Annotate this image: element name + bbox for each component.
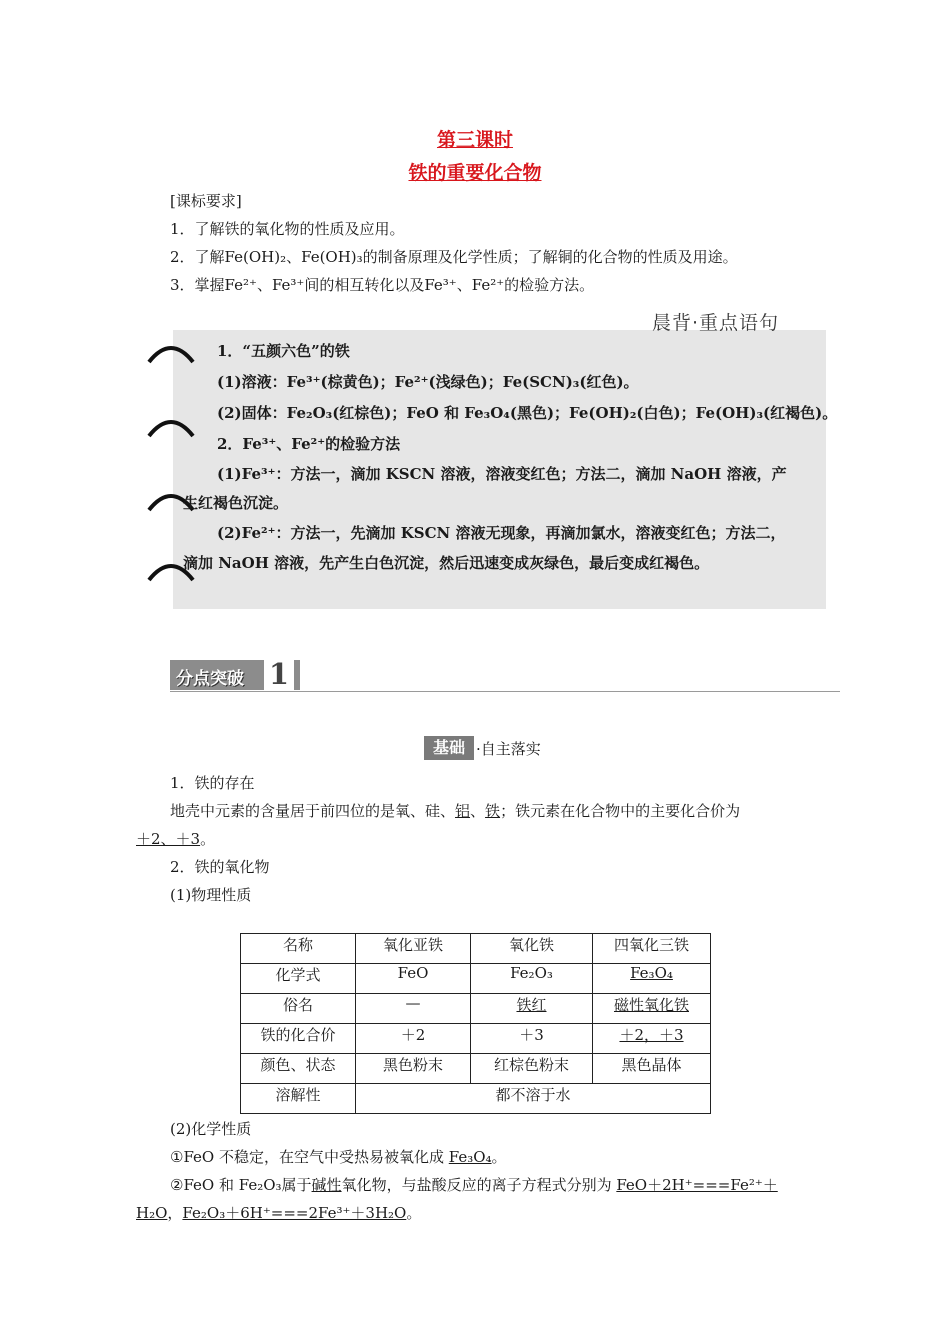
chemical-prop-2-cont: H₂O，Fe₂O₃＋6H⁺===2Fe³⁺＋3H₂O。 (136, 1204, 422, 1222)
summary-line-6: 生红褐色沉淀。 (183, 494, 289, 512)
table-row (241, 1054, 711, 1084)
summary-line-5: (1)Fe³⁺：方法一，滴加 KSCN 溶液，溶液变红色；方法二，滴加 NaOH 溶液，产 (217, 465, 787, 483)
existence-heading: 1．铁的存在 (170, 774, 255, 792)
table-cell: 都不溶于水 (356, 1084, 711, 1114)
table-cell: 溶解性 (241, 1084, 356, 1114)
chemical-prop-2: ②FeO 和 Fe₂O₃属于碱性氧化物，与盐酸反应的离子方程式分别为 FeO＋2H⁺===Fe²⁺＋ (170, 1176, 778, 1194)
table-cell: 磁性氧化铁 (593, 994, 711, 1024)
summary-line-8: 滴加 NaOH 溶液，先产生白色沉淀，然后迅速变成灰绿色，最后变成红褐色。 (183, 554, 710, 572)
summary-heading: 晨背·重点语句 (652, 312, 780, 334)
table-cell: ＋2 (356, 1024, 471, 1054)
requirement-item-2: 2．了解Fe(OH)₂、Fe(OH)₃的制备原理及化学性质；了解铜的化合物的性质及用途。 (170, 248, 738, 266)
requirements-heading: [课标要求] (170, 192, 242, 210)
summary-line-7: (2)Fe²⁺：方法一，先滴加 KSCN 溶液无现象，再滴加氯水，溶液变红色；方法二， (217, 524, 786, 542)
summary-line-2: (1)溶液：Fe³⁺(棕黄色)；Fe²⁺(浅绿色)；Fe(SCN)₃(红色)。 (217, 373, 639, 391)
table-cell: 铁的化合价 (241, 1024, 356, 1054)
basics-text: ·自主落实 (476, 740, 541, 758)
table-cell: 颜色、状态 (241, 1054, 356, 1084)
requirement-item-3: 3．掌握Fe²⁺、Fe³⁺间的相互转化以及Fe³⁺、Fe²⁺的检验方法。 (170, 276, 595, 294)
table-cell: FeO (356, 964, 471, 994)
section-label: 分点突破 (176, 669, 244, 689)
oxide-properties-table (240, 933, 711, 1114)
table-cell: 四氧化三铁 (593, 934, 711, 964)
lesson-subtitle: 铁的重要化合物 (408, 162, 542, 184)
existence-valence: ＋2、＋3。 (136, 830, 216, 848)
requirement-item-1: 1．了解铁的氧化物的性质及应用。 (170, 220, 405, 238)
table-cell: — (356, 994, 471, 1024)
physical-props-heading: (1)物理性质 (170, 886, 252, 904)
table-cell: Fe₃O₄ (593, 964, 711, 994)
table-cell: ＋3 (471, 1024, 593, 1054)
section-divider (170, 691, 840, 692)
existence-text: 地壳中元素的含量居于前四位的是氧、硅、铝、铁；铁元素在化合物中的主要化合价为 (170, 802, 741, 820)
table-cell: 名称 (241, 934, 356, 964)
table-cell: ＋2，＋3 (593, 1024, 711, 1054)
table-cell: Fe₂O₃ (471, 964, 593, 994)
table-cell: 红棕色粉末 (471, 1054, 593, 1084)
summary-line-3: (2)固体：Fe₂O₃(红棕色)；FeO 和 Fe₃O₄(黑色)；Fe(OH)₂(白色)；Fe(OH)₃(红褐色)。 (217, 404, 838, 422)
table-row (241, 1024, 711, 1054)
table-row (241, 934, 711, 964)
table-row (241, 994, 711, 1024)
basics-tag: 基础 (424, 736, 474, 760)
table-cell: 氧化亚铁 (356, 934, 471, 964)
summary-line-4: 2．Fe³⁺、Fe²⁺的检验方法 (217, 435, 401, 453)
table-cell: 黑色晶体 (593, 1054, 711, 1084)
table-cell: 黑色粉末 (356, 1054, 471, 1084)
summary-line-1: 1．“五颜六色”的铁 (217, 342, 350, 360)
chemical-prop-1: ①FeO 不稳定，在空气中受热易被氧化成 Fe₃O₄。 (170, 1148, 507, 1166)
lesson-title: 第三课时 (436, 129, 513, 151)
table-cell: 氧化铁 (471, 934, 593, 964)
oxides-heading: 2．铁的氧化物 (170, 858, 270, 876)
chemical-props-heading: (2)化学性质 (170, 1120, 252, 1138)
section-number: 1 (264, 658, 294, 690)
table-cell: 俗名 (241, 994, 356, 1024)
table-cell: 铁红 (471, 994, 593, 1024)
binder-ring-icon (145, 414, 197, 440)
table-row (241, 964, 711, 994)
binder-ring-icon (145, 340, 197, 366)
table-cell: 化学式 (241, 964, 356, 994)
table-row (241, 1084, 711, 1114)
